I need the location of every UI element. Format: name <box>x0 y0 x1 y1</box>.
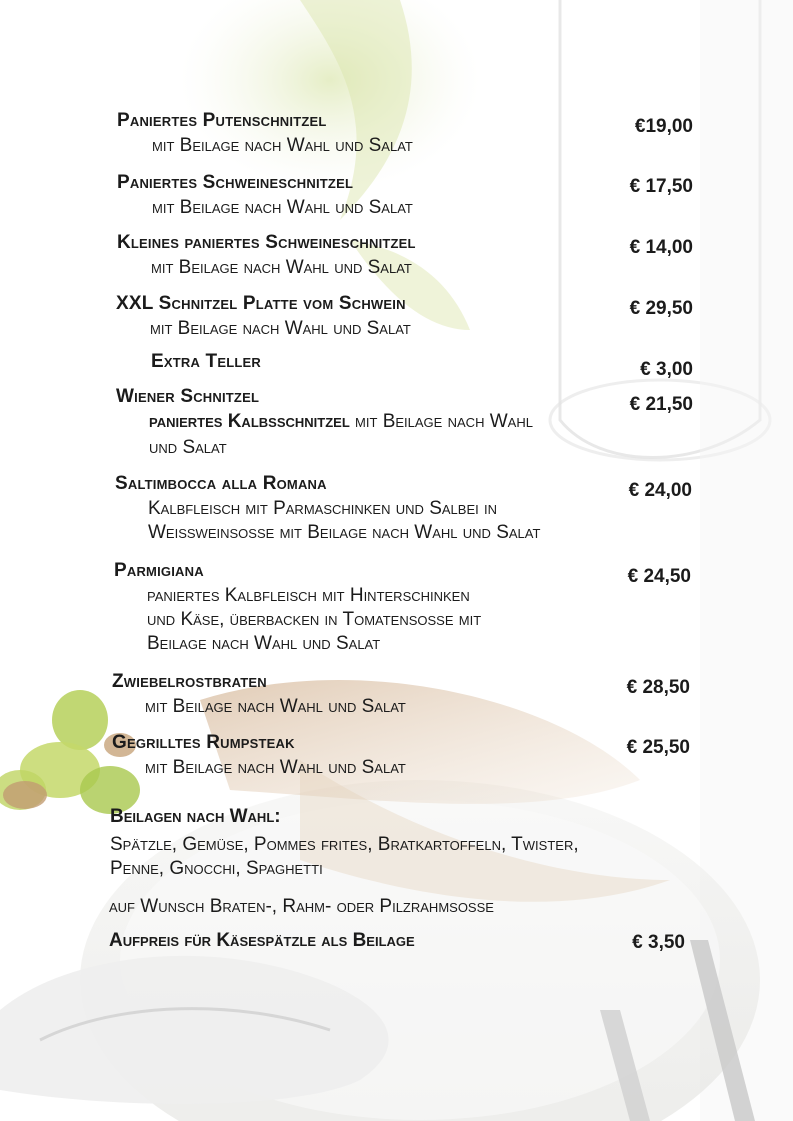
menu-item <box>112 732 406 780</box>
dish-description: paniertes Kalbfleisch mit Hinterschinken <box>147 585 470 606</box>
dish-price: € 21,50 <box>629 394 693 415</box>
sides-heading: Beilagen nach Wahl: <box>110 806 281 827</box>
sides-list: Spätzle, Gemüse, Pommes frites, Bratkartoffeln, Twister, <box>110 834 579 855</box>
dish-description-highlight: paniertes Kalbsschnitzel <box>149 411 350 432</box>
dish-name: Extra Teller <box>151 351 261 372</box>
dish-price: € 3,00 <box>640 359 693 380</box>
dish-description: und Käse, überbacken in Tomatensosse mit <box>147 609 482 630</box>
dish-name: Saltimbocca alla Romana <box>115 473 327 494</box>
dish-price: € 17,50 <box>629 176 693 197</box>
dish-price: € 24,00 <box>628 480 692 501</box>
dish-description: Beilage nach Wahl und Salat <box>147 633 381 654</box>
dish-name: Wiener Schnitzel <box>116 386 260 407</box>
dish-description: mit Beilage nach Wahl und Salat <box>152 135 413 156</box>
menu-item <box>112 671 406 719</box>
menu-item <box>116 386 533 434</box>
dish-description: Weissweinsosse mit Beilage nach Wahl und Salat <box>148 522 541 543</box>
sauce-note: auf Wunsch Braten-, Rahm- oder Pilzrahmsosse <box>109 896 494 917</box>
dish-name: Parmigiana <box>114 560 204 581</box>
dish-price: € 29,50 <box>629 298 693 319</box>
dish-description: mit Beilage nach Wahl und Salat <box>151 257 412 278</box>
surcharge-label: Aufpreis für Käsespätzle als Beilage <box>109 930 415 951</box>
dish-name: Gegrilltes Rumpsteak <box>112 732 295 753</box>
menu-item <box>115 473 540 545</box>
dish-price: € 25,50 <box>626 737 690 758</box>
dish-description: mit Beilage nach Wahl und Salat <box>150 318 411 339</box>
dish-name: Paniertes Schweineschnitzel <box>117 172 354 193</box>
dish-description: paniertes Kalbsschnitzel mit Beilage nach Wahl <box>149 411 533 432</box>
dish-name: XXL Schnitzel Platte vom Schwein <box>116 293 406 314</box>
surcharge-price: € 3,50 <box>632 932 685 953</box>
dish-description: mit Beilage nach Wahl und Salat <box>152 197 413 218</box>
dish-name: Zwiebelrostbraten <box>112 671 267 692</box>
dish-price: € 14,00 <box>629 237 693 258</box>
dish-description: Kalbfleisch mit Parmaschinken und Salbei in <box>148 498 498 519</box>
dish-price: € 28,50 <box>626 677 690 698</box>
menu-item <box>117 232 416 280</box>
dish-description: mit Beilage nach Wahl und Salat <box>145 696 406 717</box>
menu-item <box>117 110 413 158</box>
menu-item <box>116 293 411 341</box>
dish-description: und Salat <box>149 437 227 458</box>
dish-name: Kleines paniertes Schweineschnitzel <box>117 232 416 253</box>
dish-name: Paniertes Putenschnitzel <box>117 110 327 131</box>
menu-item <box>114 560 481 656</box>
dish-description: mit Beilage nach Wahl und Salat <box>145 757 406 778</box>
dish-price: €19,00 <box>634 116 693 137</box>
menu-item <box>151 351 261 373</box>
sides-list: Penne, Gnocchi, Spaghetti <box>110 858 323 879</box>
menu-item <box>117 172 413 220</box>
dish-price: € 24,50 <box>627 566 691 587</box>
